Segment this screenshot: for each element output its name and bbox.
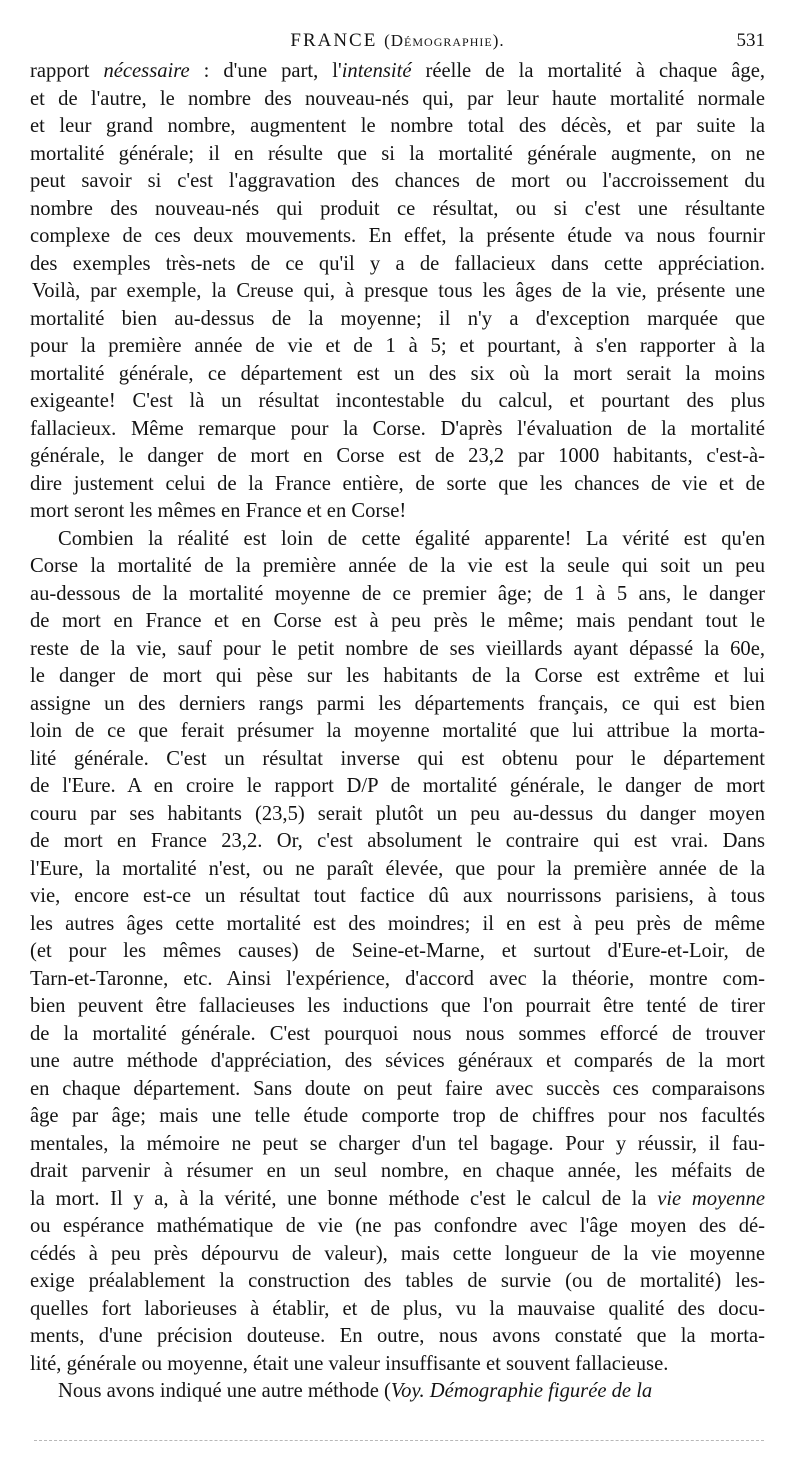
text-run: cédés à peu près dépourvu de valeur), mais cette longueur de la vie moyenne — [30, 1242, 765, 1265]
text-line — [30, 691, 765, 719]
text-run: générale, le danger de mort en Corse est de 23,2 par 1000 habitants, c'est-à- — [30, 445, 765, 467]
text-line — [30, 911, 765, 939]
text-line — [30, 333, 765, 361]
text-line — [30, 306, 765, 334]
text-line — [30, 636, 765, 664]
text-line — [30, 1103, 765, 1131]
text-line — [30, 1158, 765, 1186]
text-line — [30, 801, 765, 829]
text-run: de l'Eure. A en croire le rapport D/P de mortalité générale, le danger de mort — [30, 775, 765, 797]
text-run: loin de ce que ferait présumer la moyenne mortalité que lui attribue la morta- — [30, 720, 765, 742]
text-line — [30, 1131, 765, 1159]
text-line — [30, 1021, 765, 1049]
text-line — [30, 526, 765, 554]
text-run: bien peuvent être fallacieuses les inductions que l'on pourrait être tenté de tirer — [30, 995, 765, 1017]
text-line — [30, 223, 765, 251]
page-number: 531 — [736, 30, 765, 51]
text-line — [30, 608, 765, 636]
text-run: mort seront les mêmes en France et en Corse! — [30, 500, 407, 522]
text-line — [30, 1268, 765, 1296]
text-line — [30, 1076, 765, 1104]
text-line — [30, 993, 765, 1021]
italic-run: vie moyenne — [657, 1187, 766, 1210]
text-run: des exemples très-nets de ce qu'il y a de fallacieux dans cette appréciation. — [30, 252, 765, 275]
text-run: couru par ses habitants (23,5) serait plutôt un peu au-dessus du danger moyen — [30, 802, 765, 825]
text-run: exigeante! C'est là un résultat incontestable du calcul, et pourtant des plus — [30, 390, 765, 412]
italic-run: intensité — [341, 60, 412, 82]
text-run: mentales, la mémoire ne peut se charger d'un tel bagage. Pour y réussir, il fau- — [30, 1132, 765, 1155]
text-run: peut savoir si c'est l'aggravation des chances de mort ou l'accroissement du — [30, 170, 765, 192]
text-run: (et pour les mêmes causes) de Seine-et-Marne, et surtout d'Eure-et-Loir, de — [30, 940, 765, 962]
text-line — [30, 1186, 765, 1214]
text-run: âge par âge; mais une telle étude comporte trop de chiffres pour nos facultés — [30, 1105, 765, 1127]
text-run: assigne un des derniers rangs parmi les départements français, ce qui est bien — [30, 692, 765, 715]
text-line — [30, 553, 765, 581]
text-line — [30, 828, 765, 856]
text-line — [30, 1351, 765, 1379]
text-line — [30, 883, 765, 911]
text-line — [30, 361, 765, 389]
text-run: et leur grand nombre, augmentent le nombre total des décès, et par suite la — [30, 115, 765, 137]
text-run: drait parvenir à résumer en un seul nombre, en chaque année, les méfaits de — [30, 1160, 765, 1182]
text-run: fallacieux. Même remarque pour la Corse. D'après l'évaluation de la mortalité — [30, 417, 765, 440]
footer-rule — [34, 1440, 764, 1441]
text-run: Nous avons indiqué une autre méthode ( — [58, 1380, 391, 1402]
text-run: pour la première année de vie et de 1 à 5; et pourtant, à s'en rapporter à la — [30, 335, 765, 357]
text-run: quelles fort laborieuses à établir, et de plus, vu la mauvaise qualité des docu- — [30, 1297, 765, 1320]
text-line — [30, 443, 765, 471]
text-line — [30, 168, 765, 196]
text-line — [30, 1378, 765, 1406]
body-text — [30, 58, 765, 1406]
text-run: dire justement celui de la France entière, de sorte que les chances de vie et de — [30, 472, 765, 495]
text-line — [30, 251, 765, 279]
text-line — [30, 141, 765, 169]
text-run: reste de la vie, sauf pour le petit nombre de ses vieillards ayant dépassé la 60e, — [30, 637, 765, 660]
text-line — [30, 1241, 765, 1269]
text-run: réelle de la mortalité à chaque âge, — [411, 60, 765, 82]
text-run: de mort en France et en Corse est à peu près le même; mais pendant tout le — [30, 610, 765, 632]
text-line — [30, 1296, 765, 1324]
text-run: exige préalablement la construction des tables de survie (ou de mortalité) les- — [30, 1270, 765, 1292]
text-run: lité, générale ou moyenne, était une valeur insuffisante et souvent fallacieuse. — [30, 1352, 669, 1375]
text-run: les autres âges cette mortalité est des moindres; il en est à peu près de même — [30, 912, 765, 935]
text-run: vie, encore est-ce un résultat tout factice dû aux nourrissons parisiens, à tous — [30, 885, 765, 907]
text-line — [30, 58, 765, 86]
text-run: en chaque département. Sans doute on peut faire avec succès ces comparaisons — [30, 1077, 765, 1100]
text-run: Combien la réalité est loin de cette égalité apparente! La vérité est qu'en — [58, 527, 765, 550]
text-run: mortalité générale, ce département est un des six où la mort serait la moins — [30, 362, 765, 385]
running-title-main: FRANCE — [290, 30, 378, 51]
text-run: : d'une part, l' — [189, 60, 342, 82]
text-line — [30, 938, 765, 966]
text-line — [30, 388, 765, 416]
text-line — [30, 746, 765, 774]
text-line — [30, 581, 765, 609]
text-run: Corse la mortalité de la première année de la vie est la seule qui soit un peu — [30, 555, 765, 577]
text-line — [30, 196, 765, 224]
text-run: au-dessous de la mortalité moyenne de ce premier âge; de 1 à 5 ans, le danger — [30, 582, 765, 605]
text-run: nombre des nouveau-nés qui produit ce résultat, ou si c'est une résultante — [30, 197, 765, 220]
text-line — [30, 471, 765, 499]
italic-run: nécessaire — [103, 60, 190, 82]
text-line — [30, 856, 765, 884]
text-line — [30, 1048, 765, 1076]
text-run: lité générale. C'est un résultat inverse qui est obtenu pour le département — [30, 747, 765, 770]
running-title — [30, 30, 765, 52]
text-run: Voilà, par exemple, la Creuse qui, à presque tous les âges de la vie, présente une — [32, 280, 765, 302]
text-run: le danger de mort qui pèse sur les habitants de la Corse est extrême et lui — [30, 665, 765, 687]
text-line — [30, 113, 765, 141]
text-line — [30, 966, 765, 994]
running-head — [30, 0, 765, 54]
text-run: ou espérance mathématique de vie (ne pas confondre avec l'âge moyen des dé- — [30, 1215, 765, 1237]
text-line — [30, 86, 765, 114]
text-run: et de l'autre, le nombre des nouveau-nés qui, par leur haute mortalité normale — [30, 87, 765, 110]
text-run: rapport — [30, 60, 104, 82]
text-run: la mort. Il y a, à la vérité, une bonne méthode c'est le calcul de la — [30, 1187, 658, 1210]
text-run: l'Eure, la mortalité n'est, ou ne paraît élevée, que pour la première année de la — [30, 857, 765, 880]
text-run: Tarn-et-Taronne, etc. Ainsi l'expérience, d'accord avec la théorie, montre com- — [30, 967, 765, 990]
text-line — [30, 278, 765, 306]
text-line — [30, 663, 765, 691]
document-page — [30, 0, 765, 1406]
text-line — [30, 416, 765, 444]
text-line — [30, 498, 765, 526]
text-run: de mort en France 23,2. Or, c'est absolument le contraire qui est vrai. Dans — [30, 830, 765, 852]
text-run: mortalité bien au-dessus de la moyenne; il n'y a d'exception marquée que — [30, 307, 765, 330]
text-run: une autre méthode d'appréciation, des sévices généraux et comparés de la mort — [30, 1050, 765, 1072]
text-run: ments, d'une précision douteuse. En outre, nous avons constaté que la morta- — [30, 1325, 765, 1347]
text-run: de la mortalité générale. C'est pourquoi nous nous sommes efforcé de trouver — [30, 1022, 765, 1045]
text-line — [30, 1323, 765, 1351]
text-line — [30, 718, 765, 746]
text-line — [30, 1213, 765, 1241]
text-line — [30, 773, 765, 801]
italic-run: Voy. Démographie figurée de la — [390, 1380, 653, 1402]
running-title-sub: (Démographie). — [384, 31, 505, 50]
text-run: mortalité générale; il en résulte que si la mortalité générale augmente, on ne — [30, 142, 765, 165]
text-run: complexe de ces deux mouvements. En effet, la présente étude va nous fournir — [30, 225, 765, 247]
